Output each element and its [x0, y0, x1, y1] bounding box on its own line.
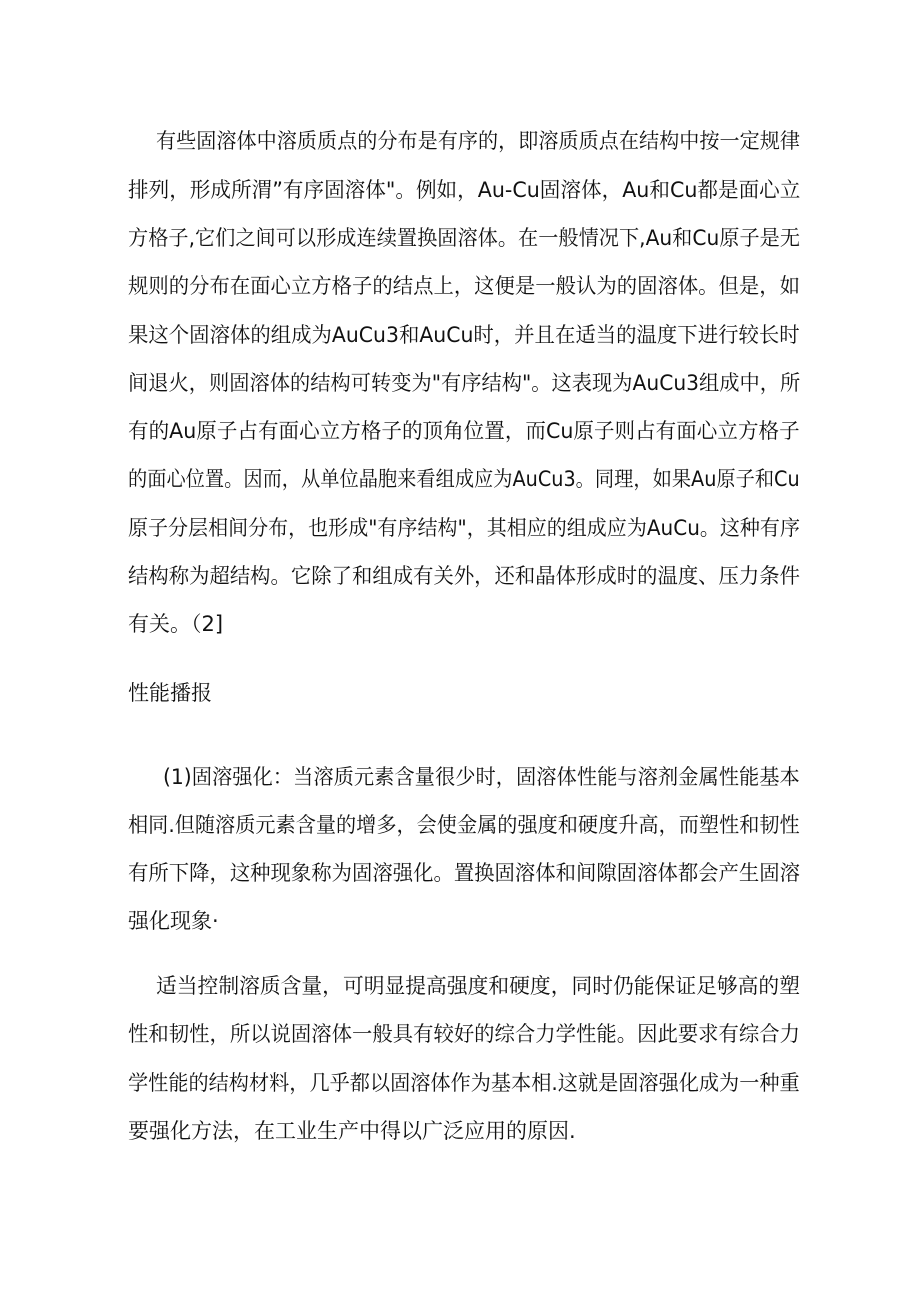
paragraph-line: 原子分层相间分布，也形成"有序结构"，其相应的组成应为AuCu。这种有序 — [128, 516, 800, 540]
paragraph-line: 的面心位置。因而，从单位晶胞来看组成应为AuCu3。同理，如果Au原子和Cu — [128, 467, 800, 491]
paragraph-line: 相同.但随溶质元素含量的增多，会使金属的强度和硬度升高，而塑性和韧性 — [128, 813, 800, 837]
paragraph-line: (1)固溶强化：当溶质元素含量很少时，固溶体性能与溶剂金属性能基本 — [163, 765, 800, 789]
paragraph-line: 结构称为超结构。它除了和组成有关外，还和晶体形成时的温度、压力条件 — [128, 564, 801, 588]
paragraph-line: 方格子,它们之间可以形成连续置换固溶体。在一般情况下,Au和Cu原子是无 — [128, 226, 801, 250]
paragraph-line: 适当控制溶质含量，可明显提高强度和硬度，同时仍能保证足够高的塑 — [156, 974, 800, 998]
paragraph-line: 间退火，则固溶体的结构可转变为"有序结构"。这表现为AuCu3组成中，所 — [128, 371, 801, 395]
paragraph-line: 有所下降，这种现象称为固溶强化。置换固溶体和间隙固溶体都会产生固溶 — [128, 861, 801, 885]
section-heading: 性能播报 — [128, 681, 212, 705]
paragraph-line: 要强化方法，在工业生产中得以广泛应用的原因. — [128, 1119, 576, 1143]
paragraph-line: 有关。（2] — [128, 612, 224, 636]
paragraph-line: 有些固溶体中溶质质点的分布是有序的，即溶质质点在结构中按一定规律 — [156, 129, 800, 153]
paragraph-line: 果这个固溶体的组成为AuCu3和AuCu时，并且在适当的温度下进行较长时 — [128, 323, 800, 347]
paragraph-line: 强化现象· — [128, 909, 219, 933]
paragraph-line: 性和韧性，所以说固溶体一般具有较好的综合力学性能。因此要求有综合力 — [128, 1022, 801, 1046]
paragraph-line: 排列，形成所渭”有序固溶体"。例如，Au-Cu固溶体，Au和Cu都是面心立 — [128, 178, 801, 202]
paragraph-line: 规则的分布在面心立方格子的结点上，这便是一般认为的固溶体。但是，如 — [128, 274, 801, 298]
paragraph-line: 学性能的结构材料，几乎都以固溶体作为基本相.这就是固溶强化成为一种重 — [128, 1071, 800, 1095]
paragraph-line: 有的Au原子占有面心立方格子的顶角位置，而Cu原子则占有面心立方格子 — [128, 419, 800, 443]
